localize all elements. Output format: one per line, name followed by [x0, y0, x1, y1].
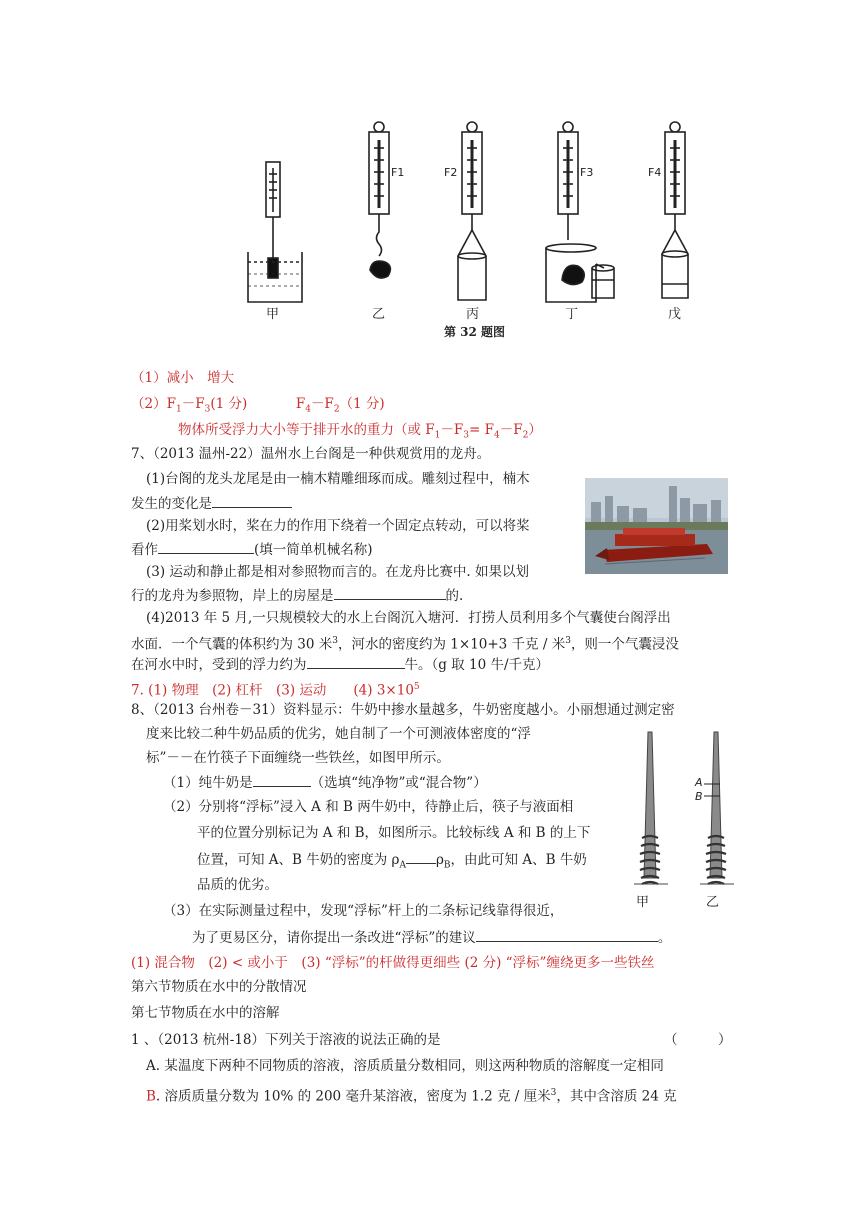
setup-ding [546, 122, 614, 302]
q7-p3b: 行的龙舟为参照物，岸上的房屋是 的. [131, 585, 463, 606]
fig-label-yi: 乙 [706, 895, 720, 910]
blank [476, 927, 658, 942]
q8-l6: 平的位置分别标记为 A 和 B，如图所示。比较标线 A 和 B 的上下 [197, 825, 591, 841]
figure-caption: 第 32 题图 [444, 325, 506, 339]
q1-option-b: B. 溶质质量分数为 10% 的 200 毫升某溶液，密度为 1.2 克 / 厘米$^3$，其中含溶质 24 克 [146, 1088, 677, 1105]
label-ding: 丁 [565, 307, 579, 322]
q8-l5: （2）分别将“浮标”浸入 A 和 B 两牛奶中，待静止后，筷子与液面相 [163, 799, 574, 815]
force-label-f3: F3 [580, 166, 594, 179]
blank [158, 539, 254, 554]
mark-b: B [695, 790, 703, 803]
q8-answer: (1) 混合物 (2) < 或小于 (3) “浮标”的杆做得更细些 (2 分) “浮标”缠绕更多一些铁丝 [131, 955, 655, 971]
label-wu: 戊 [668, 307, 682, 322]
label-bing: 丙 [466, 307, 480, 322]
blank [307, 654, 405, 669]
force-label-f4: F4 [648, 166, 662, 179]
q8-title: 8、（2013 台州卷－31）资料显示：牛奶中掺水量越多，牛奶密度越小。小丽想通过测定密 [131, 702, 675, 718]
force-label-f2: F2 [444, 166, 458, 179]
blank [253, 772, 311, 787]
section-6-heading: 第六节物质在水中的分散情况 [131, 979, 307, 995]
q1-answer-bracket: （ ） [664, 1032, 732, 1048]
label-yi: 乙 [372, 307, 386, 322]
dragon-boat-photo [585, 478, 728, 574]
q8-l2: 度来比较二种牛奶品质的优劣，她自制了一个可测液体密度的“浮 [146, 726, 531, 742]
q1-option-a: A. 某温度下两种不同物质的溶液，溶质质量分数相同，则这两种物质的溶解度一定相同 [146, 1058, 664, 1074]
q7-p2a: (2)用桨划水时，桨在力的作用下绕着一个固定点转动，可以将桨 [146, 518, 530, 534]
q8-l9: （3）在实际测量过程中，发现“浮标”杆上的二条标记线靠得很近， [163, 903, 564, 919]
setup-wu [662, 122, 688, 298]
q8-l10: 为了更易区分，请你提出一条改进“浮标”的建议 。 [192, 927, 671, 948]
label-jia: 甲 [266, 307, 280, 322]
figure-32 [0, 0, 860, 330]
q7-answer: 7. (1) 物理 (2) 杠杆 (3) 运动 (4) $3\times 10^5$ [131, 682, 420, 699]
force-label-f1: F1 [391, 166, 405, 179]
q8-l7: 位置，可知 A、B 牛奶的密度为 $\rho_A$ $\rho_B$，由此可知 A、B 牛奶 [197, 849, 587, 876]
q7-p4a: (4)2013 年 5 月,一只规模较大的水上台阁沉入塘河．打捞人员利用多个气囊使台阁浮出 [146, 610, 671, 626]
q8-l3: 标”－－在竹筷子下面缠绕一些铁丝，如图甲所示。 [146, 750, 450, 766]
q7-p2b: 看作 (填一简单机械名称) [131, 539, 373, 560]
q7-p4c: 在河水中时，受到的浮力约为 牛。（g 取 10 牛/千克） [131, 654, 549, 675]
blank [334, 585, 446, 600]
q7-title: 7、（2013 温州-22）温州水上台阁是一种供观赏用的龙舟。 [131, 446, 491, 462]
float-marker-figure [624, 728, 734, 918]
setup-jia [248, 162, 302, 302]
fig-label-jia: 甲 [636, 895, 650, 910]
q7-p1a: (1)台阁的龙头龙尾是由一楠木精雕细琢而成。雕刻过程中，楠木 [146, 471, 530, 487]
answer-line-3: 物体所受浮力大小等于排开水的重力（或 $F_1-F_3= F_4-F_2$） [178, 422, 542, 441]
mark-a: A [695, 776, 703, 789]
q7-p1b: 发生的变化是 [131, 493, 292, 514]
section-7-heading: 第七节物质在水中的溶解 [131, 1005, 280, 1021]
answer-line-1: （1）减小 增大 [131, 370, 235, 386]
setup-yi [369, 122, 390, 278]
q7-p3a: (3) 运动和静止都是相对参照物而言的。在龙舟比赛中. 如果以划 [146, 564, 529, 580]
blank [212, 493, 292, 508]
q8-l4: （1）纯牛奶是 （选填“纯净物”或“混合物”） [163, 772, 487, 793]
setup-bing [458, 122, 486, 300]
answer-line-2: $(2)F_1-F_3(1$ 分) $F_4-F_2(1$ 分) [131, 396, 385, 415]
q7-p4b: 水面．一个气囊的体积约为 30 米$^3$，河水的密度约为 1×10+3 千克 / 米$^3$，则一个气囊浸没 [131, 636, 679, 653]
blank [406, 849, 436, 864]
q1-title: 1 、（2013 杭州-18）下列关于溶液的说法正确的是 [131, 1032, 441, 1048]
q8-l8: 品质的优劣。 [197, 877, 278, 893]
